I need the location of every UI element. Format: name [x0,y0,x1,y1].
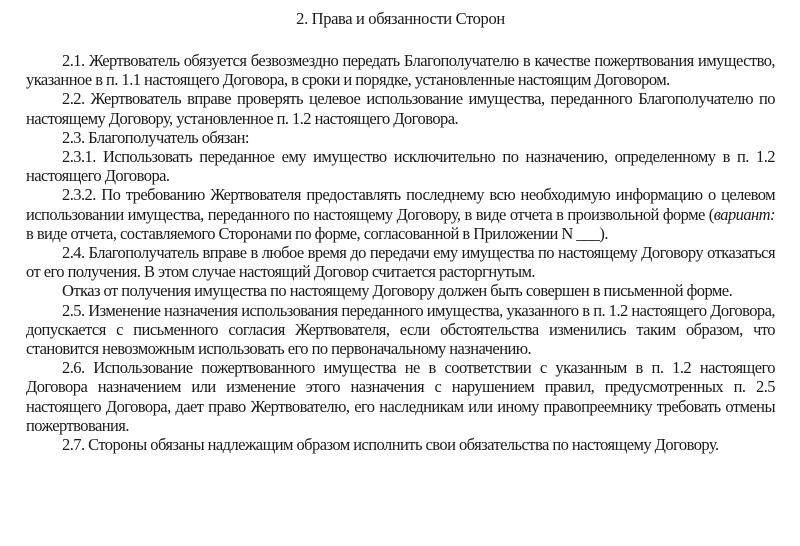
clause-2-6: 2.6. Использование пожертвованного имущества не в соответствии с указанным в п. 1.2 настоящего Договора назначением или изменение этого назначения с нарушением правил, предусмотренных п. 2.5 настоящего Договора, дает право Жертвователю, его наследникам или иному правопреемнику требовать отмены пожертвования. [26,358,775,435]
clause-2-3: 2.3. Благополучатель обязан: [62,127,249,147]
clause-2-3-2-text-after: в виде отчета, составляемого Сторонами по форме, согласованной в Приложении N ___). [26,223,608,243]
document-body [26,51,775,454]
clause-2-4-refusal: Отказ от получения имущества по настоящему Договору должен быть совершен в письменной форме. [62,281,733,301]
clause-2-1: 2.1. Жертвователь обязуется безвозмездно передать Благополучателю в качестве пожертвования имущество, указанное в п. 1.1 настоящего Договора, в сроки и порядке, установленные настоящим Договором. [26,51,775,90]
clause-2-3-2-variant-italic: вариант: [713,204,775,224]
clause-2-3-1: 2.3.1. Использовать переданное ему имущество исключительно по назначению, определенному в п. 1.2 настоящего Договора. [26,147,775,186]
clause-2-2: 2.2. Жертвователь вправе проверять целевое использование имущества, переданного Благополучателю по настоящему Договору, установленное п. 1.2 настоящего Договора. [26,89,775,128]
clause-2-4: 2.4. Благополучатель вправе в любое время до передачи ему имущества по настоящему Договору отказаться от его получения. В этом случае настоящий Договор считается расторгнутым. [26,243,775,282]
clause-2-7: 2.7. Стороны обязаны надлежащим образом исполнить свои обязательства по настоящему Договору. [62,435,719,455]
section-title: 2. Права и обязанности Сторон [296,9,505,28]
clause-2-3-2-text-before: 2.3.2. По требованию Жертвователя предоставлять последнему всю необходимую информацию о целевом использовании имущества, переданного по настоящему Договору, в виде отчета в произвольной форме ( [26,185,775,224]
clause-2-5: 2.5. Изменение назначения использования переданного имущества, указанного в п. 1.2 настоящего Договора, допускается с письменного согласия Жертвователя, если обстоятельства изменились таким образом, что становится невозможным использовать его по первоначальному назначению. [26,300,775,359]
clause-2-3-2 [26,185,775,243]
